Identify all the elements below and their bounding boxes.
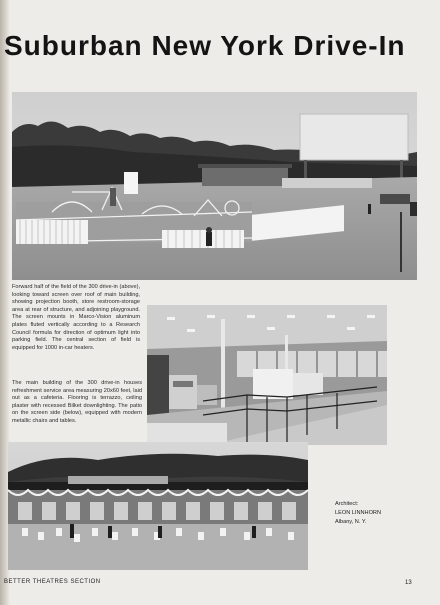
building-photo-caption: The main building of the 300 drive-in houses refreshment service area measuring 20x60 feet, laid out as a cafeteria. Flooring is terrazzo, ceiling plaster with recessed Bilket downlighting. The patio on the screen side (below), equipped with modern metallic chairs and tables. xyxy=(12,380,142,424)
architect-location: Albany, N. Y. xyxy=(335,519,367,525)
page-headline: Suburban New York Drive-In xyxy=(4,30,406,61)
patio-building-photo xyxy=(8,442,308,570)
architect-role: Architect: xyxy=(335,501,359,507)
field-photo-caption: Forward half of the field of the 300 drive-in (above), looking toward screen over roof of main building, showing projection booth, store restroom-storage area at rear of structure, and adjoining playground. The screen mounts in Marco-Vision aluminum plates fluted vertically according to a Research Council formula for direction of optimum light into parking field. The central section of field is equipped for 1000 in-car heaters. xyxy=(12,284,140,351)
page-number: 13 xyxy=(405,580,412,586)
section-footer: BETTER THEATRES SECTION xyxy=(4,579,101,585)
refreshment-interior-photo xyxy=(147,305,387,445)
architect-credit xyxy=(335,500,415,527)
architect-name: LEON LINNHORN xyxy=(335,510,382,516)
drive-in-field-photo xyxy=(12,92,417,280)
